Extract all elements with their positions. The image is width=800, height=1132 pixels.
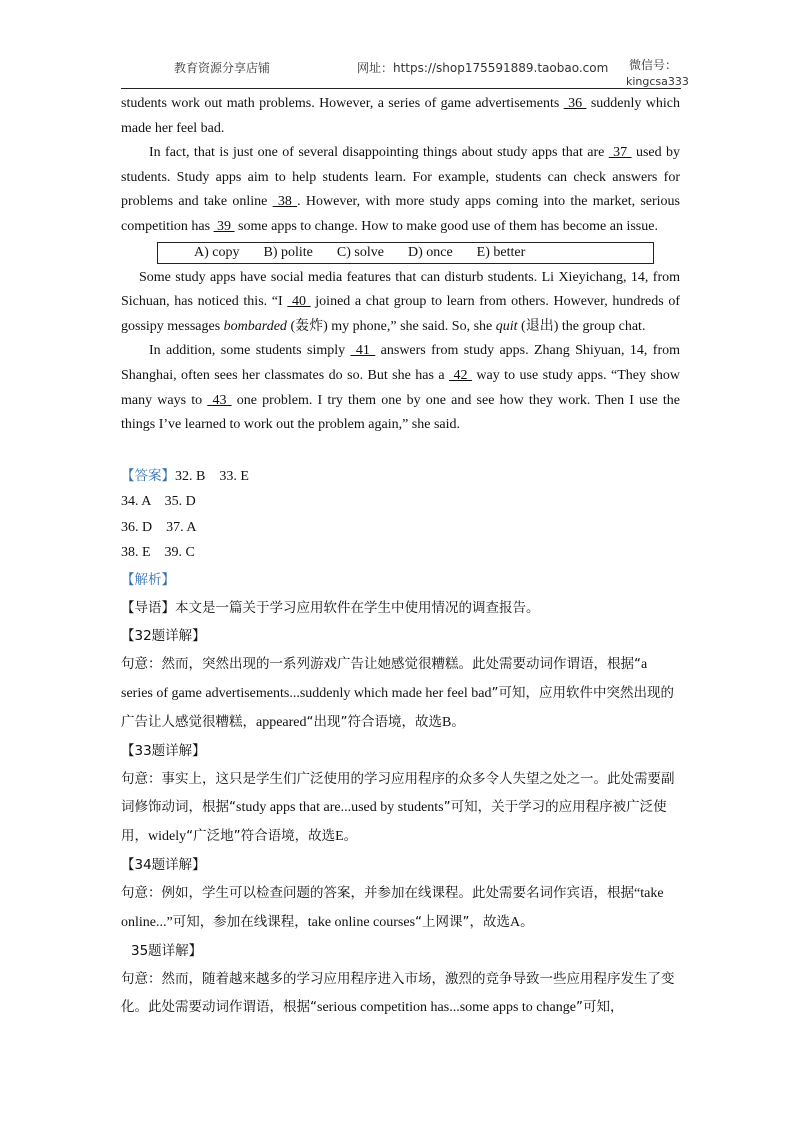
wechat-id: kingcsa333: [626, 75, 689, 88]
q33-heading: 【33题详解】: [121, 742, 206, 759]
answer-line-4: 38. E 39. C: [121, 545, 195, 561]
q32-heading: 【32题详解】: [121, 627, 206, 644]
option-d: D) once: [407, 244, 453, 260]
options-box: [157, 242, 654, 264]
analysis-intro: 【导语】本文是一篇关于学习应用软件在学生中使用情况的调查报告。: [121, 599, 540, 616]
wechat-label: 微信号：: [628, 58, 677, 72]
q35-explanation: 句意：然而，随着越来越多的学习应用程序进入市场，激烈的竞争导致一些应用程序发生了变化。此处需要动词作谓语，根据“serious competition has...some apps to change”可知，: [121, 970, 675, 1015]
answer-line-1: 【答案】32. B 33. E: [121, 467, 249, 484]
passage-paragraph-1: students work out math problems. However, a series of game advertisements 36 suddenly which made her feel bad.: [121, 96, 681, 136]
blank-39: 39: [213, 218, 235, 234]
analysis-tag: 【解析】: [121, 571, 175, 588]
blank-41: 41: [350, 343, 376, 359]
q32-explanation: 句意：然而，突然出现的一系列游戏广告让她感觉很糟糕。此处需要动词作谓语，根据“a series of game advertisements...suddenly which made her feel bad”可知，应用软件中突然出现的广告让人感觉很糟糕，appeared“出现”符合语境，故选B。: [121, 655, 674, 730]
option-e: E) better: [476, 244, 526, 260]
blank-38: 38: [272, 194, 298, 210]
passage-paragraph-4: In addition, some students simply 41 answers from study apps. Zhang Shiyuan, 14, from Shanghai, often sees her classmates do so. But she has a 42 way to use study apps. “They show many ways to 43 one problem. I try them one by one and see how they work. Then I use the things I’ve learned to work out the problem again,” she said.: [121, 343, 681, 433]
option-a: A) copy: [194, 244, 240, 260]
blank-42: 42: [449, 367, 472, 383]
blank-40: 40: [287, 294, 311, 310]
wechat-info: [626, 56, 689, 88]
blank-43: 43: [207, 392, 232, 408]
q33-explanation: 句意：事实上，这只是学生们广泛使用的学习应用程序的众多令人失望之处之一。此处需要副词修饰动词，根据“study apps that are...used by students”可知，关于学习的应用程序被广泛使用，widely“广泛地”符合语境，故选E。: [121, 770, 675, 844]
q35-heading: 35题详解】: [131, 942, 203, 959]
option-b: B) polite: [263, 244, 313, 260]
answer-line-2: 34. A 35. D: [121, 494, 196, 510]
q34-heading: 【34题详解】: [121, 856, 206, 873]
website-url: 网址：https://shop175591889.taobao.com: [357, 61, 609, 75]
answer-line-3: 36. D 37. A: [121, 519, 197, 535]
passage-paragraph-3: Some study apps have social media features that can disturb students. Li Xieyichang, 14, from Sichuan, has noticed this. “I 40 joined a chat group to learn from others. However, hundreds of gossipy messages bombarded (轰炸) my phone,” she said. So, she quit (退出) the group chat.: [121, 269, 681, 334]
page-header: [0, 0, 800, 92]
answer-tag: 【答案】: [121, 467, 175, 484]
document-body: [121, 92, 680, 1022]
option-c: C) solve: [336, 244, 384, 260]
passage-paragraph-2: In fact, that is just one of several disappointing things about study apps that are 37 used by students. Study apps aim to help students learn. For example, students can check answers for problems and take online 38 . However, with more study apps coming into the market, serious competition has 39 some apps to change. How to make good use of them has become an issue.: [121, 145, 680, 234]
shop-name: 教育资源分享店铺: [174, 61, 271, 75]
blank-37: 37: [608, 145, 632, 161]
q34-explanation: 句意：例如，学生可以检查问题的答案，并参加在线课程。此处需要名词作宾语，根据“take online...”可知，参加在线课程，take online courses“上网课”，故选A。: [121, 884, 664, 930]
header-divider: [121, 88, 681, 89]
blank-36: 36: [563, 96, 587, 111]
